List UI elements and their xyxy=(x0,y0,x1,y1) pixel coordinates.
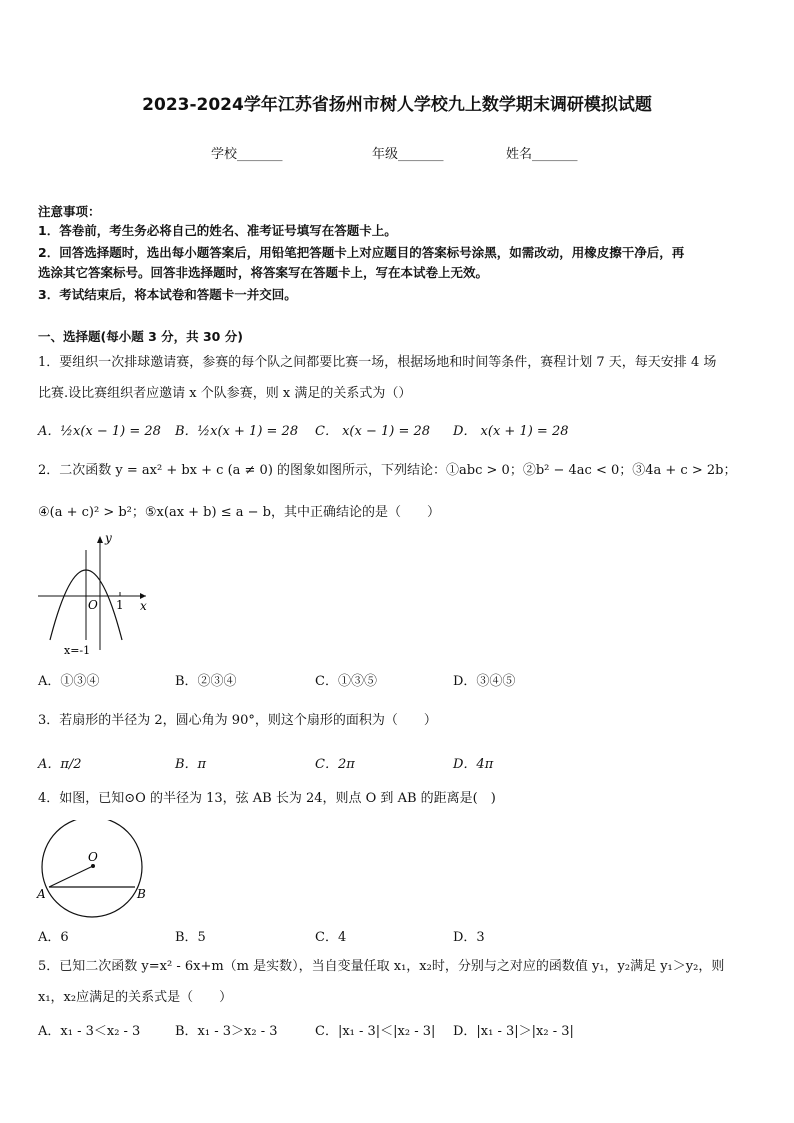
option-b: B．②③④ xyxy=(175,674,237,689)
y-axis-arrow xyxy=(97,536,103,543)
option-c: C．|x₁ - 3|＜|x₂ - 3| xyxy=(315,1024,436,1039)
symmetry-label: x=-1 xyxy=(64,644,91,657)
question-1-text-cont: 比赛.设比赛组织者应邀请 x 个队参赛，则 x 满足的关系式为（） xyxy=(38,386,412,401)
section-heading: 一、选择题(每小题 3 分，共 30 分) xyxy=(38,329,243,344)
notice-item: 2．回答选择题时，选出每小题答案后，用铅笔把答题卡上对应题目的答案标号涂黑，如需改动，用橡皮擦干净后，再 xyxy=(38,245,685,260)
label-o: O xyxy=(88,850,98,864)
school-field: 学校_______ xyxy=(211,147,283,162)
option-b: B．5 xyxy=(175,930,206,945)
tick-label-1: 1 xyxy=(116,598,124,612)
parabola-graph xyxy=(34,530,154,658)
circle-o xyxy=(42,820,142,917)
label-b: B xyxy=(137,887,146,901)
x-axis-label: x xyxy=(140,599,147,613)
option-d: D．|x₁ - 3|＞|x₂ - 3| xyxy=(453,1024,574,1039)
option-b: B．½x(x + 1) = 28 xyxy=(175,424,299,439)
notice-item: 1．答卷前，考生务必将自己的姓名、准考证号填写在答题卡上。 xyxy=(38,223,397,238)
option-d: D． x(x + 1) = 28 xyxy=(453,424,569,439)
question-2-text: 2．二次函数 y = ax² + bx + c (a ≠ 0) 的图象如图所示，下列结论：①abc > 0；②b² − 4ac < 0；③4a + c > 2b； xyxy=(38,463,737,478)
question-5-text: 5．已知二次函数 y=x² - 6x+m（m 是实数），当自变量任取 x₁，x₂时，分别与之对应的函数值 y₁，y₂满足 y₁＞y₂，则 xyxy=(38,959,725,974)
notice-item: 选涂其它答案标号。回答非选择题时，将答案写在答题卡上，写在本试卷上无效。 xyxy=(38,265,489,280)
question-4-text: 4．如图，已知⊙O 的半径为 13，弦 AB 长为 24，则点 O 到 AB 的距离是( ) xyxy=(38,791,496,806)
center-point xyxy=(91,864,95,868)
option-a: A．6 xyxy=(38,930,69,945)
option-c: C． x(x − 1) = 28 xyxy=(315,424,431,439)
option-b: B．π xyxy=(175,757,207,772)
circle-figure xyxy=(34,820,154,925)
notice-heading: 注意事项： xyxy=(38,204,101,219)
option-d: D．3 xyxy=(453,930,485,945)
page-title: 2023-2024学年江苏省扬州市树人学校九上数学期末调研模拟试题 xyxy=(142,95,652,115)
question-3-text: 3．若扇形的半径为 2，圆心角为 90°，则这个扇形的面积为（ ） xyxy=(38,713,437,728)
option-a: A．①③④ xyxy=(38,674,100,689)
option-a: A．π/2 xyxy=(38,757,82,772)
option-a: A．½x(x − 1) = 28 xyxy=(38,424,161,439)
option-c: C．2π xyxy=(315,757,355,772)
name-field: 姓名_______ xyxy=(506,147,578,162)
radius-oa xyxy=(49,866,93,887)
origin-label: O xyxy=(88,598,98,612)
option-c: C．4 xyxy=(315,930,347,945)
question-5-text-cont: x₁，x₂应满足的关系式是（ ） xyxy=(38,990,233,1005)
option-a: A．x₁ - 3＜x₂ - 3 xyxy=(38,1024,141,1039)
question-1-text: 1．要组织一次排球邀请赛，参赛的每个队之间都要比赛一场，根据场地和时间等条件，赛程计划 7 天，每天安排 4 场 xyxy=(38,355,717,370)
option-d: D．4π xyxy=(453,757,494,772)
label-a: A xyxy=(37,887,46,901)
question-2-text-cont: ④(a + c)² > b²；⑤x(ax + b) ≤ a − b，其中正确结论的是（ ） xyxy=(38,505,440,520)
notice-item: 3．考试结束后，将本试卷和答题卡一并交回。 xyxy=(38,287,297,302)
option-d: D．③④⑤ xyxy=(453,674,516,689)
y-axis-label: y xyxy=(105,531,112,545)
option-b: B．x₁ - 3＞x₂ - 3 xyxy=(175,1024,278,1039)
option-c: C．①③⑤ xyxy=(315,674,377,689)
grade-field: 年级_______ xyxy=(372,147,444,162)
